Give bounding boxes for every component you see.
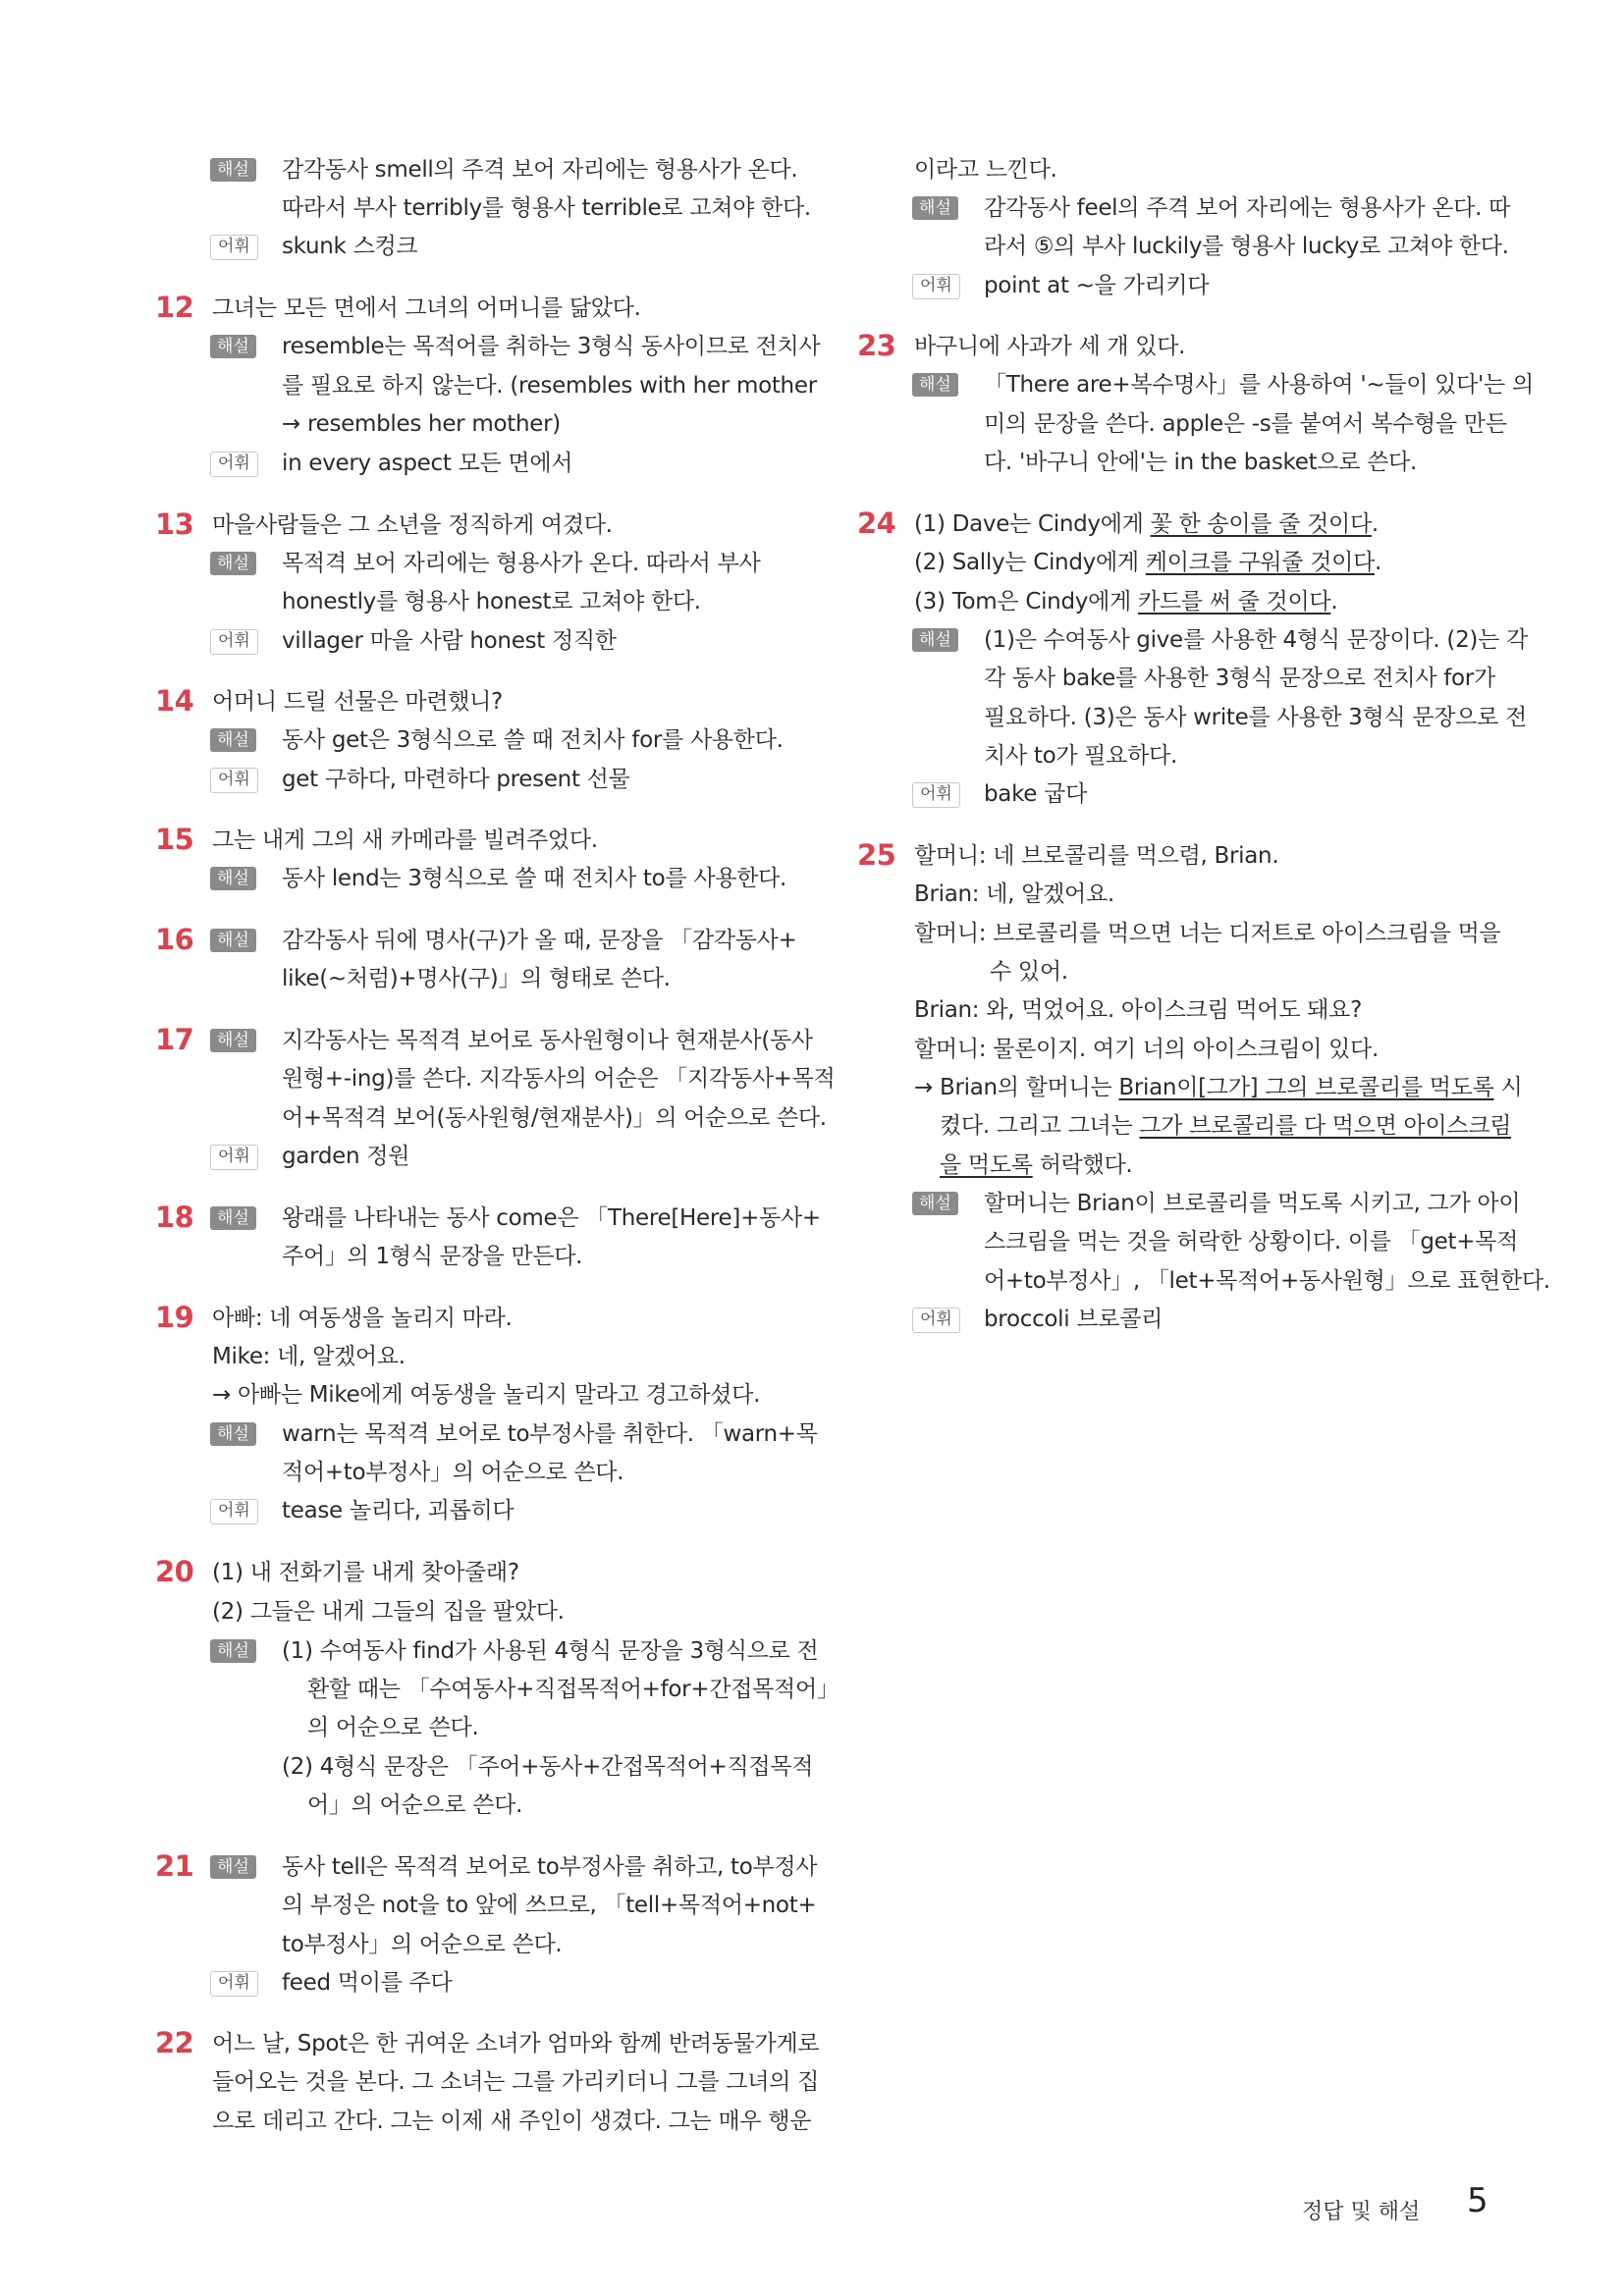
item-number: 13: [155, 507, 194, 541]
haeseol-badge: 해설: [210, 929, 256, 952]
dialogue-line: → 아빠는 Mike에게 여동생을 놀리지 말라고 경고하셨다.: [212, 1382, 761, 1408]
explanation-line: 각 동사 bake를 사용한 3형식 문장으로 전치사 for가: [984, 666, 1495, 691]
answer-underlined: 카드를 써 줄 것이다: [1137, 589, 1331, 614]
item-number: 25: [857, 838, 896, 872]
explanation-line: 어+to부정사」, 「let+목적어+동사원형」으로 표현한다.: [984, 1268, 1550, 1294]
haeseol-badge: 해설: [210, 1855, 256, 1879]
explanation-line: 감각동사 뒤에 명사(구)가 올 때, 문장을 「감각동사+: [282, 928, 797, 953]
explanation-line: 라서 ⑤의 부사 luckily를 형용사 lucky로 고쳐야 한다.: [984, 234, 1509, 259]
item-number: 18: [155, 1201, 194, 1234]
question-line: 어느 날, Spot은 한 귀여운 소녀가 엄마와 함께 반려동물가게로: [212, 2031, 820, 2056]
eohwi-badge: 어휘: [210, 1145, 258, 1170]
explanation-line: 왕래를 나타내는 동사 come은 「There[Here]+동사+: [282, 1205, 821, 1231]
answer-line: [914, 509, 1379, 539]
item-number: 22: [155, 2026, 194, 2059]
answer-prefix: (3) Tom은 Cindy에게: [914, 589, 1138, 614]
question-line: 들어오는 것을 본다. 그 소녀는 그를 가리키더니 그를 그녀의 집: [212, 2069, 820, 2095]
answer-line: [914, 548, 1381, 577]
explanation-line: to부정사」의 어순으로 쓴다.: [282, 1932, 563, 1957]
vocab-line: bake 굽다: [984, 781, 1087, 807]
haeseol-badge: 해설: [912, 373, 958, 397]
eohwi-badge: 어휘: [912, 782, 960, 808]
question-line: 그는 내게 그의 새 카메라를 빌려주었다.: [212, 828, 598, 853]
explanation-line: 동사 lend는 3형식으로 쓸 때 전치사 to를 사용한다.: [282, 866, 787, 891]
haeseol-badge: 해설: [210, 1639, 256, 1663]
dialogue-line: 아빠: 네 여동생을 놀리지 마라.: [212, 1306, 513, 1331]
eohwi-badge: 어휘: [210, 1971, 258, 1997]
explanation-line: 「There are+복수명사」를 사용하여 '~들이 있다'는 의: [984, 372, 1534, 398]
explanation-line: 따라서 부사 terribly를 형용사 terrible로 고쳐야 한다.: [282, 195, 811, 221]
explanation-line: → resembles her mother): [282, 411, 561, 437]
eohwi-badge: 어휘: [210, 768, 258, 793]
explanation-line: 를 필요로 하지 않는다. (resembles with her mother: [282, 373, 817, 399]
answer-suffix: 시: [1493, 1075, 1523, 1100]
vocab-line: get 구하다, 마련하다 present 선물: [282, 767, 630, 792]
explanation-line: 필요하다. (3)은 동사 write를 사용한 3형식 문장으로 전: [984, 705, 1527, 730]
haeseol-badge: 해설: [912, 628, 958, 652]
explanation-line: 주어」의 1형식 문장을 만든다.: [282, 1244, 583, 1269]
explanation-line: 어+목적격 보어(동사원형/현재분사)」의 어순으로 쓴다.: [282, 1105, 827, 1131]
haeseol-badge: 해설: [210, 728, 256, 752]
item-number: 19: [155, 1301, 194, 1334]
vocab-line: skunk 스컹크: [282, 234, 418, 259]
dialogue-line: 할머니: 브로콜리를 먹으면 너는 디저트로 아이스크림을 먹을: [914, 921, 1501, 946]
answer-line: [914, 587, 1337, 616]
explanation-line: 치사 to가 필요하다.: [984, 743, 1177, 769]
haeseol-badge: 해설: [210, 867, 256, 890]
haeseol-badge: 해설: [210, 552, 256, 575]
answer-prefix: 켰다. 그리고 그녀는: [940, 1113, 1140, 1139]
eohwi-badge: 어휘: [210, 1499, 258, 1524]
explanation-line: (2) 4형식 문장은 「주어+동사+간접목적어+직접목적: [282, 1754, 814, 1780]
haeseol-badge: 해설: [210, 158, 256, 182]
dialogue-line: 수 있어.: [990, 959, 1068, 985]
question-line: 그녀는 모든 면에서 그녀의 어머니를 닮았다.: [212, 295, 641, 321]
answer-suffix: .: [1330, 589, 1338, 614]
explanation-line: 원형+-ing)를 쓴다. 지각동사의 어순은 「지각동사+목적: [282, 1066, 836, 1092]
explanation-line: 의 부정은 not을 to 앞에 쓰므로, 「tell+목적어+not+: [282, 1893, 817, 1918]
haeseol-badge: 해설: [912, 196, 958, 220]
question-line: (1) 내 전화기를 내게 찾아줄래?: [212, 1560, 519, 1585]
vocab-line: garden 정원: [282, 1144, 410, 1169]
explanation-line: 할머니는 Brian이 브로콜리를 먹도록 시키고, 그가 아이: [984, 1191, 1521, 1216]
question-line: 바구니에 사과가 세 개 있다.: [914, 334, 1186, 359]
answer-prefix: → Brian의 할머니는: [914, 1075, 1119, 1100]
explanation-line: 의 어순으로 쓴다.: [307, 1715, 479, 1740]
explanation-line: 지각동사는 목적격 보어로 동사원형이나 현재분사(동사: [282, 1028, 813, 1053]
question-line: 마을사람들은 그 소년을 정직하게 여겼다.: [212, 512, 613, 538]
explanation-line: 감각동사 smell의 주격 보어 자리에는 형용사가 온다.: [282, 157, 798, 183]
answer-underlined: 꽃 한 송이를 줄 것이다: [1150, 511, 1372, 537]
question-line: (2) 그들은 내게 그들의 집을 팔았다.: [212, 1599, 565, 1625]
explanation-line: (1) 수여동사 find가 사용된 4형식 문장을 3형식으로 전: [282, 1638, 819, 1664]
question-line: 어머니 드릴 선물은 마련했니?: [212, 689, 503, 715]
explanation-line: resemble는 목적어를 취하는 3형식 동사이므로 전치사: [282, 334, 821, 359]
answer-line: [940, 1150, 1132, 1180]
answer-underlined: 그가 브로콜리를 다 먹으면 아이스크림: [1139, 1113, 1512, 1139]
explanation-line: like(~처럼)+명사(구)」의 형태로 쓴다.: [282, 966, 671, 991]
dialogue-line: Brian: 와, 먹었어요. 아이스크림 먹어도 돼요?: [914, 997, 1363, 1023]
haeseol-badge: 해설: [912, 1192, 958, 1215]
explanation-line: 환할 때는 「수여동사+직접목적어+for+간접목적어」: [307, 1677, 839, 1702]
answer-suffix: .: [1371, 511, 1379, 537]
answer-line: [940, 1111, 1511, 1141]
explanation-line: 스크림을 먹는 것을 허락한 상황이다. 이를 「get+목적: [984, 1229, 1519, 1255]
haeseol-badge: 해설: [210, 335, 256, 358]
explanation-line: 적어+to부정사」의 어순으로 쓴다.: [282, 1460, 624, 1485]
explanation-line: 미의 문장을 쓴다. apple은 -s를 붙여서 복수형을 만든: [984, 411, 1507, 437]
eohwi-badge: 어휘: [210, 235, 258, 260]
item-number: 12: [155, 291, 194, 324]
dialogue-line: Mike: 네, 알겠어요.: [212, 1344, 406, 1369]
explanation-line: 동사 tell은 목적격 보어로 to부정사를 취하고, to부정사: [282, 1854, 818, 1880]
vocab-line: villager 마을 사람 honest 정직한: [282, 628, 617, 654]
explanation-line: 어」의 어순으로 쓴다.: [307, 1792, 523, 1818]
item-number: 15: [155, 823, 194, 856]
explanation-line: warn는 목적격 보어로 to부정사를 취한다. 「warn+목: [282, 1421, 818, 1447]
dialogue-line: Brian: 네, 알겠어요.: [914, 881, 1114, 907]
eohwi-badge: 어휘: [210, 629, 258, 655]
explanation-line: 목적격 보어 자리에는 형용사가 온다. 따라서 부사: [282, 551, 761, 576]
item-number: 24: [857, 507, 896, 540]
answer-suffix: .: [1375, 550, 1382, 575]
item-number: 23: [857, 329, 896, 362]
page-number: 5: [1467, 2181, 1489, 2220]
dialogue-line: 할머니: 네 브로콜리를 먹으렴, Brian.: [914, 843, 1279, 869]
answer-underlined: Brian이[그가] 그의 브로콜리를 먹도록: [1118, 1075, 1494, 1100]
question-line: 으로 데리고 간다. 그는 이제 새 주인이 생겼다. 그는 매우 행운: [212, 2109, 812, 2134]
answer-line: [914, 1073, 1522, 1102]
item-number: 14: [155, 684, 194, 718]
explanation-line: 감각동사 feel의 주격 보어 자리에는 형용사가 온다. 따: [984, 195, 1511, 221]
haeseol-badge: 해설: [210, 1206, 256, 1230]
question-line: 이라고 느낀다.: [914, 157, 1057, 183]
vocab-line: tease 놀리다, 괴롭히다: [282, 1498, 514, 1523]
item-number: 17: [155, 1023, 194, 1056]
explanation-line: 동사 get은 3형식으로 쓸 때 전치사 for를 사용한다.: [282, 727, 784, 753]
explanation-line: (1)은 수여동사 give를 사용한 4형식 문장이다. (2)는 각: [984, 627, 1528, 653]
eohwi-badge: 어휘: [210, 452, 258, 477]
explanation-line: honestly를 형용사 honest로 고쳐야 한다.: [282, 589, 701, 614]
answer-prefix: (1) Dave는 Cindy에게: [914, 511, 1151, 537]
haeseol-badge: 해설: [210, 1422, 256, 1446]
eohwi-badge: 어휘: [912, 274, 960, 299]
answer-underlined: 을 먹도록: [940, 1152, 1033, 1178]
vocab-line: feed 먹이를 주다: [282, 1970, 453, 1996]
haeseol-badge: 해설: [210, 1029, 256, 1052]
answer-suffix: 허락했다.: [1032, 1152, 1133, 1178]
item-number: 16: [155, 923, 194, 956]
dialogue-line: 할머니: 물론이지. 여기 너의 아이스크림이 있다.: [914, 1037, 1379, 1062]
vocab-line: broccoli 브로콜리: [984, 1307, 1164, 1332]
explanation-line: 다. '바구니 안에'는 in the basket으로 쓴다.: [984, 450, 1417, 475]
answer-prefix: (2) Sally는 Cindy에게: [914, 550, 1146, 575]
vocab-line: in every aspect 모든 면에서: [282, 451, 573, 476]
eohwi-badge: 어휘: [912, 1308, 960, 1333]
vocab-line: point at ~을 가리키다: [984, 273, 1210, 298]
answer-underlined: 케이크를 구워줄 것이다: [1145, 550, 1375, 575]
item-number: 21: [155, 1849, 194, 1883]
footer-section-label: 정답 및 해설: [1302, 2200, 1421, 2224]
item-number: 20: [155, 1555, 194, 1588]
